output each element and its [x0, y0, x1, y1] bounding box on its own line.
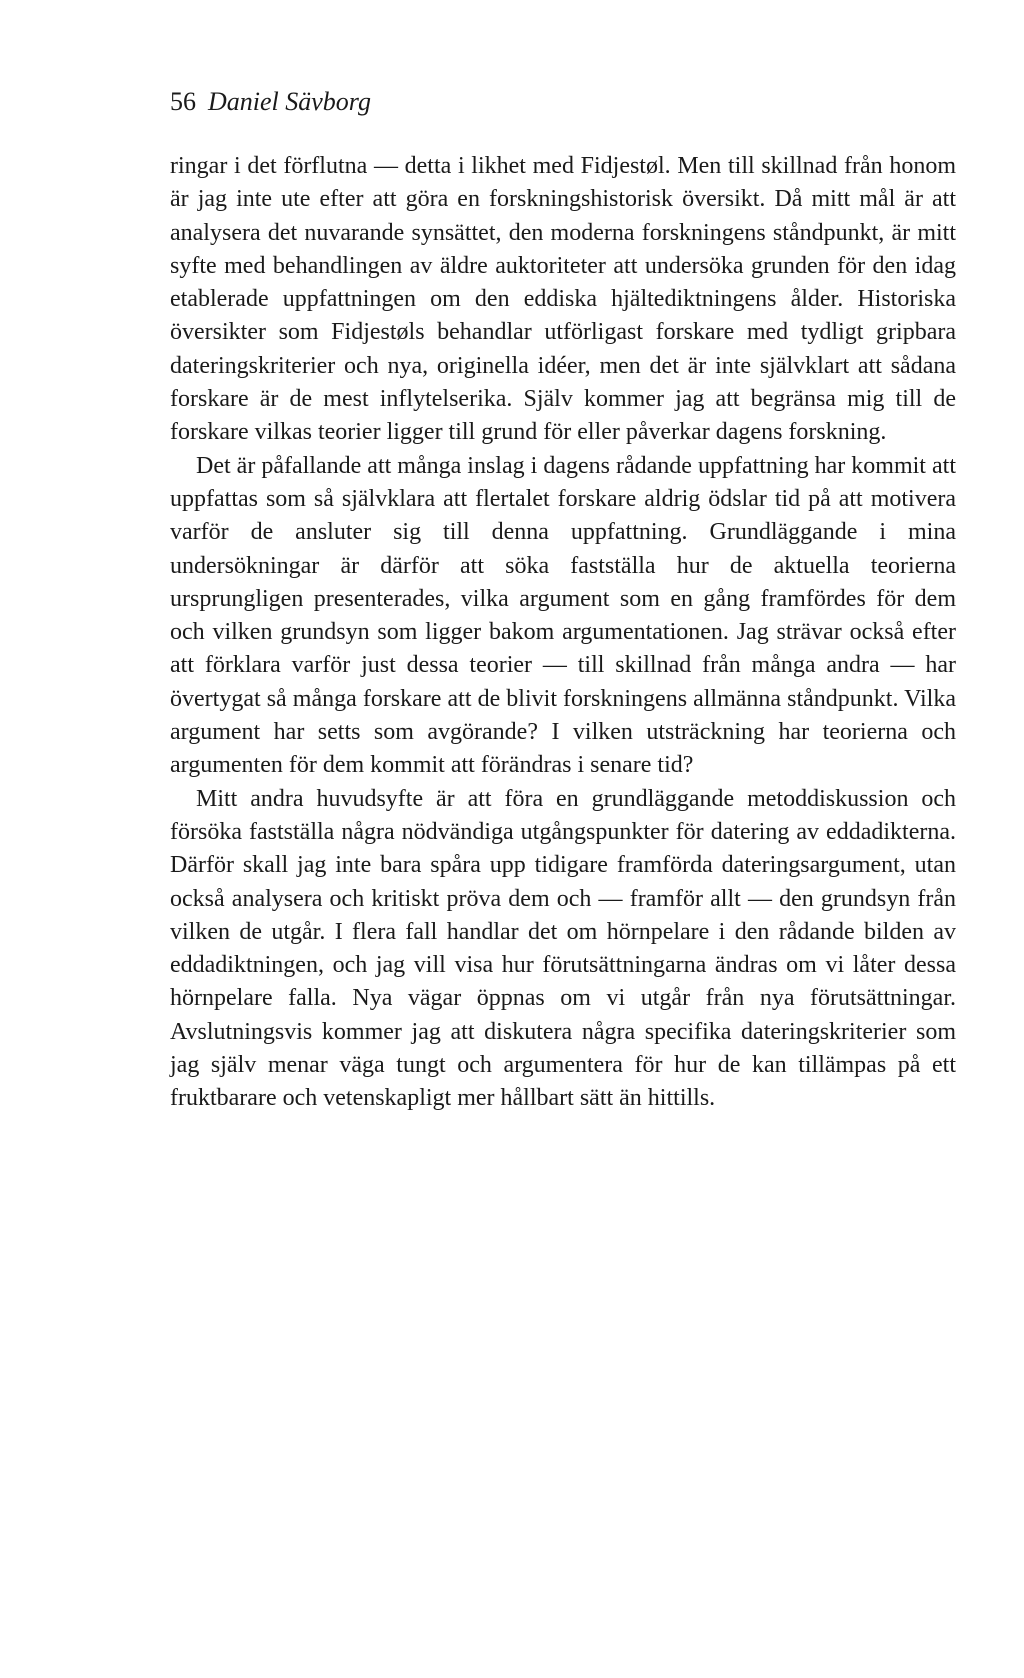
- page-number: 56: [170, 87, 196, 116]
- body-text: [170, 150, 956, 1116]
- paragraph-1: ringar i det förflutna — detta i likhet med Fidjestøl. Men till skillnad från honom är jag inte ute efter att göra en forskningshistorisk översikt. Då mitt mål är att analysera det nuvarande synsättet, den moderna forskningens ståndpunkt, är mitt syfte med behandlingen av äldre auktoriteter att undersöka grunden för den idag etablerade uppfattningen om den eddiska hjältediktningens ålder. Historiska översikter som Fidjestøls behandlar utförligast forskare med tydligt gripbara dateringskriterier och nya, originella idéer, men det är inte självklart att sådana forskare är de mest inflytelserika. Själv kommer jag att begränsa mig till de forskare vilkas teorier ligger till grund för eller påverkar dagens forskning.: [170, 153, 956, 446]
- running-head-author: Daniel Sävborg: [208, 87, 371, 116]
- paragraph-2: Det är påfallande att många inslag i dagens rådande uppfattning har kommit att uppfattas som så självklara att flertalet forskare aldrig ödslar tid på att motivera varför de ansluter sig till denna uppfattning. Grundläggande i mina undersökningar är därför att söka fastställa hur de aktuella teorierna ursprungligen presenterades, vilka argument som en gång framfördes för dem och vilken grundsyn som ligger bakom argumentationen. Jag strävar också efter att förklara varför just dessa teorier — till skillnad från många andra — har övertygat så många forskare att de blivit forskningens allmänna ståndpunkt. Vilka argument har setts som avgörande? I vilken utsträckning har teorierna och argumenten för dem kommit att förändras i senare tid?: [170, 452, 956, 779]
- paragraph-3: Mitt andra huvudsyfte är att föra en grundläggande metoddiskussion och försöka fastställa några nödvändiga utgångspunkter för datering av eddadikterna. Därför skall jag inte bara spåra upp tidigare framförda dateringsargument, utan också analysera och kritiskt pröva dem och — framför allt — den grundsyn från vilken de utgår. I flera fall handlar det om hörnpelare i den rådande bilden av eddadiktningen, och jag vill visa hur förutsättningarna ändras om vi låter dessa hörnpelare falla. Nya vägar öppnas om vi utgår från nya förutsättningar. Avslutningsvis kommer jag att diskutera några specifika dateringskriterier som jag själv menar väga tungt och argumentera för hur de kan tillämpas på ett fruktbarare och vetenskapligt mer hållbart sätt än hittills.: [170, 785, 956, 1112]
- running-head: [170, 86, 371, 118]
